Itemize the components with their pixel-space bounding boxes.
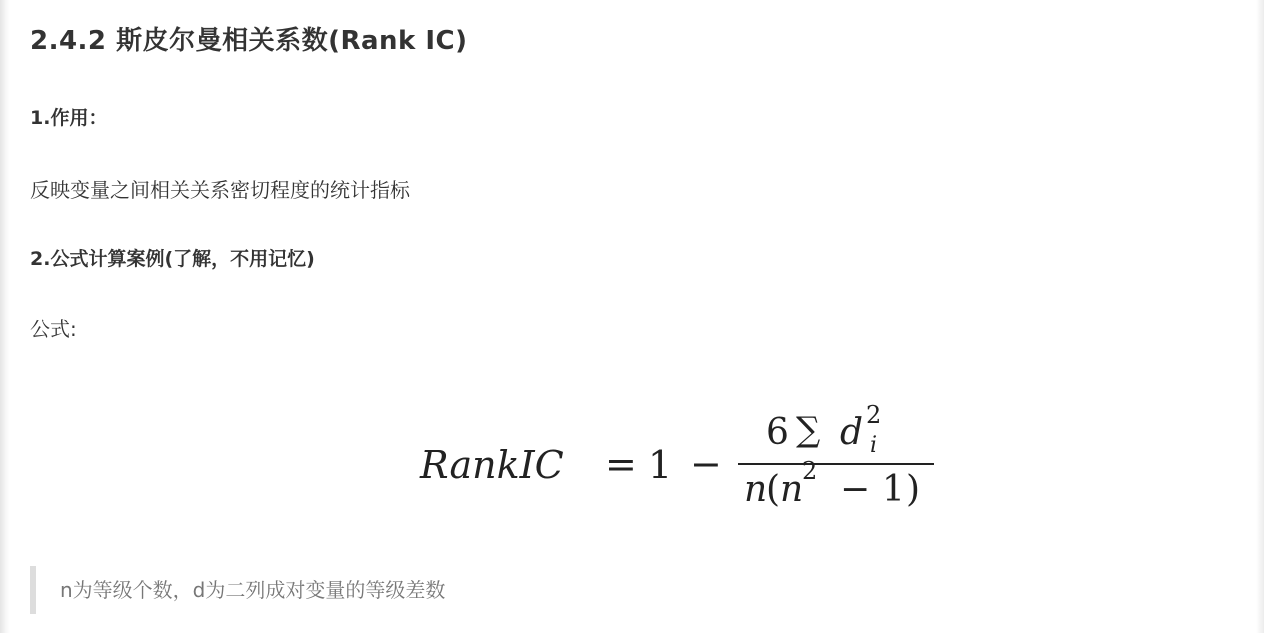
formula-label: 公式: — [30, 317, 77, 341]
denominator-one: 1 — [882, 469, 905, 510]
denominator-close-paren: ) — [906, 469, 921, 510]
denominator-n-outer: n — [744, 469, 768, 510]
numerator-variable: d — [840, 412, 864, 453]
rank-ic-formula — [420, 401, 921, 525]
purpose-text: 反映变量之间相关关系密切程度的统计指标 — [30, 178, 410, 202]
purpose-heading: 1.作用： — [30, 107, 108, 129]
note-blockquote — [30, 566, 730, 614]
formula-fraction — [738, 401, 934, 525]
formula-equals: = — [605, 442, 637, 486]
numerator-coefficient: 6 — [766, 412, 789, 453]
fraction-bar — [738, 463, 934, 465]
page-right-edge — [1256, 0, 1264, 633]
section-title: 2.4.2 斯皮尔曼相关系数(Rank IC) — [30, 26, 468, 56]
numerator-exponent: 2 — [866, 401, 882, 429]
denominator-exponent: 2 — [802, 457, 818, 485]
sum-symbol: ∑ — [796, 410, 821, 450]
numerator-subscript: i — [870, 433, 878, 458]
formula-lhs: RankIC — [420, 443, 564, 487]
denominator-open-paren: ( — [766, 469, 781, 510]
example-heading: 2.公式计算案例(了解，不用记忆) — [30, 248, 315, 270]
denominator-n-inner: n — [780, 469, 804, 510]
formula-minus: − — [690, 442, 722, 486]
note-text: n为等级个数，d为二列成对变量的等级差数 — [60, 578, 446, 602]
denominator-minus: − — [840, 469, 871, 510]
formula-one: 1 — [648, 443, 673, 487]
page-left-edge — [0, 0, 10, 633]
